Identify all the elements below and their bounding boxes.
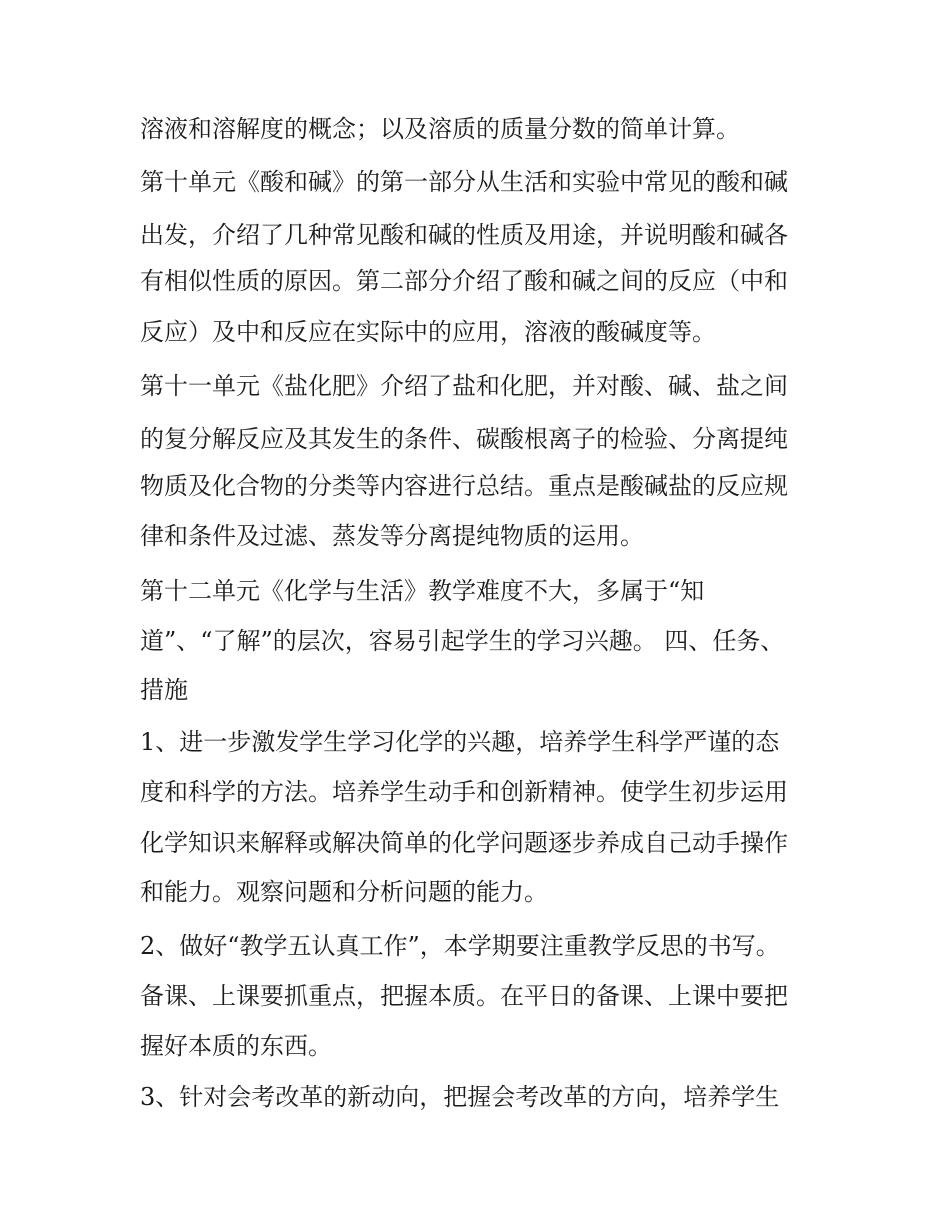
text-line: 3、针对会考改革的新动向，把握会考改革的方向，培养学生 — [140, 1083, 780, 1111]
text-line: 1、进一步激发学生学习化学的兴趣，培养学生科学严谨的态 — [140, 728, 780, 756]
text-line: 反应）及中和反应在实际中的应用，溶液的酸碱度等。 — [140, 318, 716, 346]
text-line: 律和条件及过滤、蒸发等分离提纯物质的运用。 — [140, 522, 644, 550]
text-line: 度和科学的方法。培养学生动手和创新精神。使学生初步运用 — [140, 778, 788, 806]
text-line: 第十一单元《盐化肥》介绍了盐和化肥，并对酸、碱、盐之间 — [140, 372, 788, 400]
text-line: 第十单元《酸和碱》的第一部分从生活和实验中常见的酸和碱 — [140, 168, 788, 196]
text-line: 的复分解反应及其发生的条件、碳酸根离子的检验、分离提纯 — [140, 425, 788, 453]
text-line: 道”、“了解”的层次，容易引起学生的学习兴趣。 四、任务、 — [140, 627, 785, 655]
text-line: 备课、上课要抓重点，把握本质。在平日的备课、上课中要把 — [140, 982, 788, 1010]
text-line: 第十二单元《化学与生活》教学难度不大，多属于“知 — [140, 577, 705, 605]
text-line: 和能力。观察问题和分析问题的能力。 — [140, 878, 548, 906]
text-line: 握好本质的东西。 — [140, 1032, 332, 1060]
text-line: 化学知识来解释或解决简单的化学问题逐步养成自己动手操作 — [140, 829, 788, 857]
text-line: 物质及化合物的分类等内容进行总结。重点是酸碱盐的反应规 — [140, 472, 788, 500]
text-line: 2、做好“教学五认真工作”，本学期要注重教学反思的书写。 — [140, 932, 780, 960]
text-line: 溶液和溶解度的概念；以及溶质的质量分数的简单计算。 — [140, 115, 740, 143]
text-line: 出发，介绍了几种常见酸和碱的性质及用途，并说明酸和碱各 — [140, 221, 788, 249]
text-line: 措施 — [140, 676, 188, 704]
text-line: 有相似性质的原因。第二部分介绍了酸和碱之间的反应（中和 — [140, 267, 788, 295]
